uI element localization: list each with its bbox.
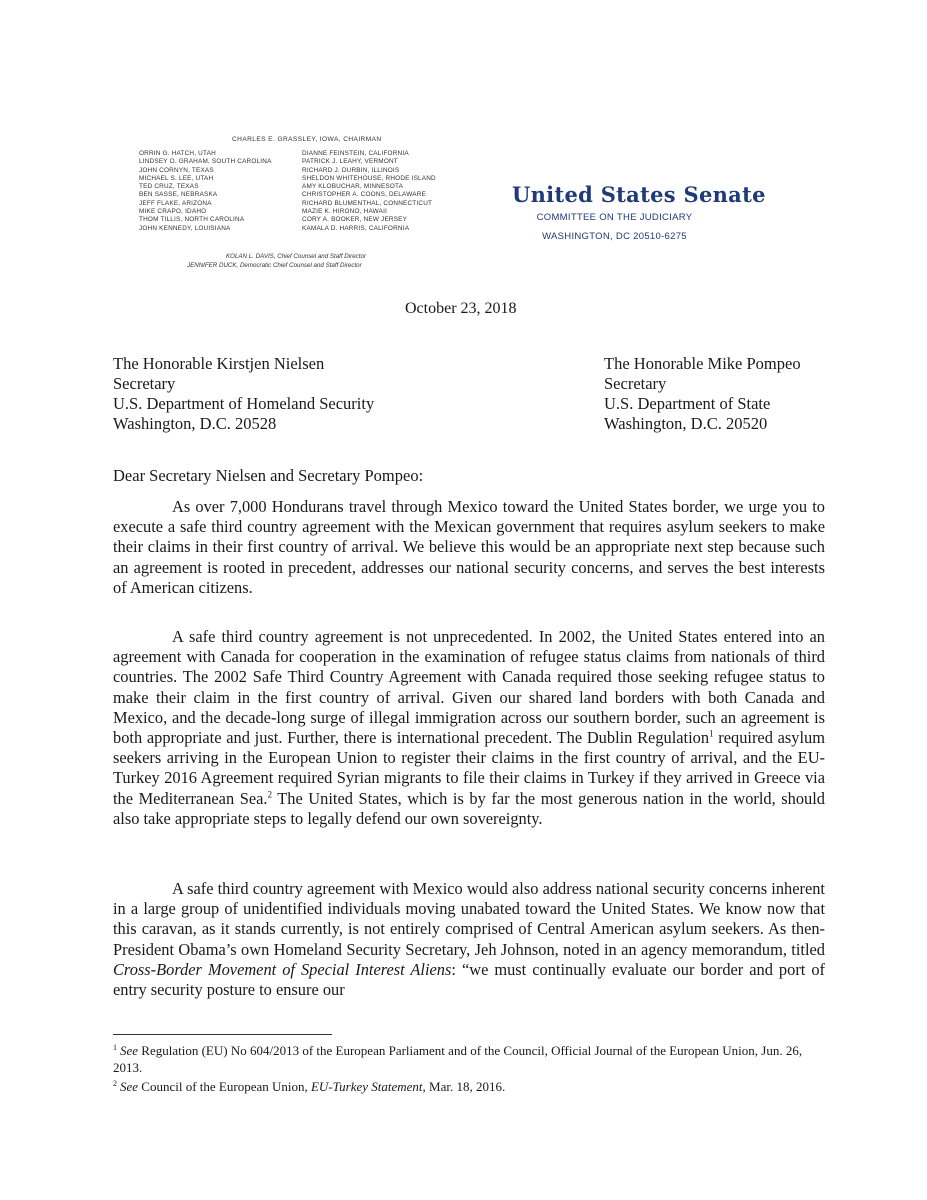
member-name: KAMALA D. HARRIS, CALIFORNIA [302, 224, 410, 232]
footnote-2 [113, 1079, 827, 1096]
member-name: JOHN KENNEDY, LOUISIANA [139, 224, 231, 232]
footnote-reference: 2 [267, 789, 272, 800]
letterhead-staff-director: KOLAN L. DAVIS, Chief Counsel and Staff Director [226, 253, 366, 260]
letterhead-chairman: CHARLES E. GRASSLEY, IOWA, CHAIRMAN [232, 136, 382, 143]
member-name: RICHARD J. DURBIN, ILLINOIS [302, 166, 400, 174]
recipient-city: Washington, D.C. 20520 [604, 414, 768, 433]
letterhead-members-minority [302, 150, 436, 233]
committee-address: WASHINGTON, DC 20510-6275 [542, 231, 687, 242]
footnote-text: Council of the European Union, [138, 1079, 311, 1094]
member-name: SHELDON WHITEHOUSE, RHODE ISLAND [302, 174, 436, 182]
member-name: LINDSEY O. GRAHAM, SOUTH CAROLINA [139, 158, 272, 166]
recipient-department: U.S. Department of State [604, 394, 771, 413]
footnote-divider [113, 1034, 332, 1035]
member-name: AMY KLOBUCHAR, MINNESOTA [302, 183, 404, 191]
senate-name: United States Senate [512, 182, 766, 207]
member-name: JEFF FLAKE, ARIZONA [139, 199, 212, 207]
paragraph-text: A safe third country agreement is not unprecedented. In 2002, the United States entered into an agreement with Canada for cooperation in the examination of refugee status claims from nationals of third countries. The 2002 Safe Third Country Agreement with Canada required those seeking refugee status to make their claim in the first country of arrival. Given our shared land borders with both Canada and Mexico, and the decade-long surge of illegal immigration across our southern border, such an agreement is both appropriate and just. Further, there is international precedent. The Dublin Regulation [113, 627, 825, 748]
senate-seal-block [512, 182, 766, 242]
committee-name: COMMITTEE ON THE JUDICIARY [536, 212, 693, 223]
member-name: ORRIN G. HATCH, UTAH [139, 150, 216, 157]
paragraph-text: The United States, which is by far the most generous nation in the world, should also take appropriate steps to legally defend our own sovereignty. [113, 788, 825, 828]
footnote-text: Regulation (EU) No 604/2013 of the European Parliament and of the Council, Official Journal of the European Union, Jun. 26, 2013. [113, 1043, 803, 1075]
paragraph-text: A safe third country agreement with Mexico would also address national security concerns inherent in a large group of unidentified individuals moving unabated toward the United States. We know now that this caravan, as it stands currently, is not entirely comprised of Central American asylum seekers. As then-President Obama’s own Homeland Security Secretary, Jeh Johnson, noted in an agency memorandum, titled [113, 879, 825, 959]
recipient-address-left [113, 354, 374, 434]
member-name: MIKE CRAPO, IDAHO [139, 208, 207, 216]
member-name: MICHAEL S. LEE, UTAH [139, 174, 214, 182]
body-paragraph-3 [113, 879, 825, 1000]
recipient-department: U.S. Department of Homeland Security [113, 394, 375, 413]
letterhead-members-majority [139, 150, 272, 233]
letter-date: October 23, 2018 [405, 300, 517, 317]
member-name: MAZIE K. HIRONO, HAWAII [302, 208, 388, 216]
recipient-title: Secretary [604, 374, 667, 393]
recipient-city: Washington, D.C. 20528 [113, 414, 277, 433]
member-name: TED CRUZ, TEXAS [139, 183, 199, 191]
footnote-signal: See [120, 1079, 139, 1094]
recipient-name: The Honorable Mike Pompeo [604, 354, 801, 373]
recipient-address-right [604, 354, 801, 434]
footnote-1 [113, 1043, 827, 1076]
recipient-name: The Honorable Kirstjen Nielsen [113, 354, 325, 373]
paragraph-text: : “we must continually evaluate our border and port of entry security posture to ensure our [113, 959, 826, 1000]
member-name: CHRISTOPHER A. COONS, DELAWARE [302, 191, 427, 199]
footnote-signal: See [120, 1043, 139, 1058]
member-name: RICHARD BLUMENTHAL, CONNECTICUT [302, 199, 433, 207]
letterhead-democratic-staff-director: JENNIFER DUCK, Democratic Chief Counsel and Staff Director [187, 262, 362, 269]
footnote-reference: 1 [709, 728, 714, 739]
recipient-title: Secretary [113, 374, 176, 393]
member-name: DIANNE FEINSTEIN, CALIFORNIA [302, 150, 409, 157]
member-name: JOHN CORNYN, TEXAS [139, 166, 214, 174]
member-name: CORY A. BOOKER, NEW JERSEY [302, 216, 408, 224]
footnote-text: , Mar. 18, 2016. [422, 1079, 506, 1094]
footnote-number: 2 [113, 1078, 117, 1088]
member-name: THOM TILLIS, NORTH CAROLINA [139, 216, 245, 224]
body-paragraph-1: As over 7,000 Hondurans travel through Mexico toward the United States border, we urge you to execute a safe third country agreement with the Mexican government that requires asylum seekers to make their claims in their first country of arrival. We believe this would be an appropriate next step because such an agreement is rooted in precedent, addresses our national security concerns, and serves the best interests of American citizens. [113, 497, 825, 597]
member-name: BEN SASSE, NEBRASKA [139, 191, 218, 199]
salutation: Dear Secretary Nielsen and Secretary Pompeo: [113, 466, 424, 485]
body-paragraph-2 [113, 627, 825, 829]
footnote-title: EU-Turkey Statement [310, 1079, 423, 1094]
memo-title: Cross-Border Movement of Special Interest Aliens [113, 959, 452, 979]
paragraph-text: required asylum seekers arriving in the European Union to register their claims in the first country of arrival, and the EU-Turkey 2016 Agreement required Syrian migrants to file their claims in Turkey if they arrived in Greece via the Mediterranean Sea. [113, 728, 825, 808]
member-name: PATRICK J. LEAHY, VERMONT [302, 158, 398, 166]
footnote-number: 1 [113, 1042, 117, 1052]
